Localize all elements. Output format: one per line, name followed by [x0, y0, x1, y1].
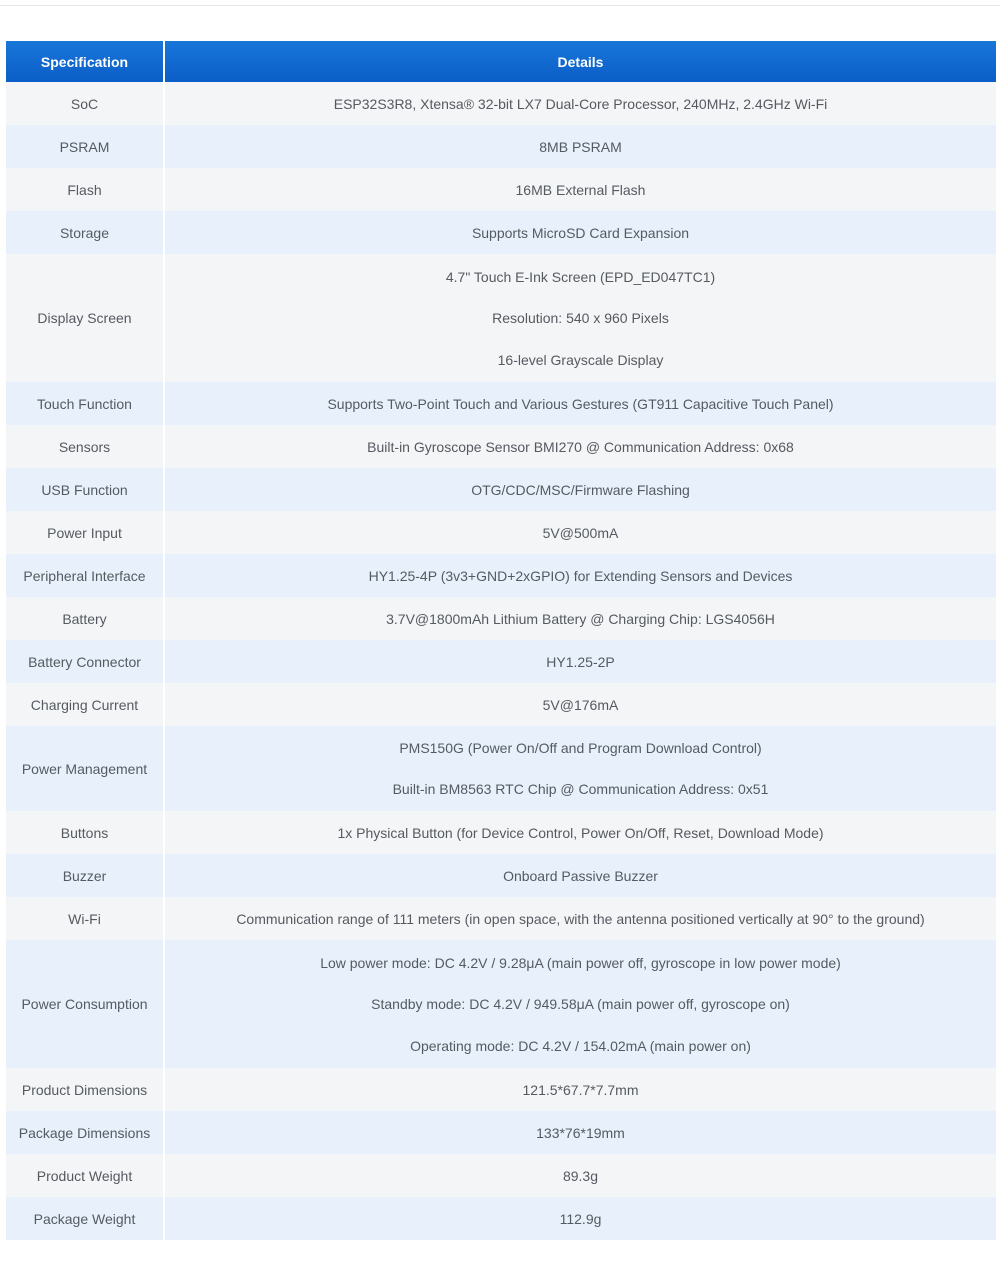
spec-table — [6, 41, 996, 1240]
spec-detail-line: Resolution: 540 x 960 Pixels — [492, 310, 669, 326]
table-row — [6, 125, 996, 168]
spec-detail-line: 121.5*67.7*7.7mm — [522, 1081, 639, 1098]
table-row — [6, 211, 996, 254]
spec-label-cell: Storage — [6, 211, 165, 254]
table-row — [6, 1068, 996, 1111]
table-row — [6, 940, 996, 1068]
spec-label-cell: Battery — [6, 597, 165, 640]
spec-label-cell: Product Dimensions — [6, 1068, 165, 1111]
column-header-specification: Specification — [6, 41, 165, 82]
spec-label-cell: Power Management — [6, 726, 165, 811]
spec-details-cell — [165, 211, 996, 254]
spec-label-cell: Display Screen — [6, 254, 165, 382]
spec-label-cell: PSRAM — [6, 125, 165, 168]
table-row — [6, 1154, 996, 1197]
table-row — [6, 511, 996, 554]
table-row — [6, 897, 996, 940]
spec-label-cell: Package Dimensions — [6, 1111, 165, 1154]
spec-details-cell — [165, 640, 996, 683]
table-row — [6, 382, 996, 425]
spec-details-cell — [165, 382, 996, 425]
spec-label-cell: Flash — [6, 168, 165, 211]
spec-detail-line: HY1.25-2P — [546, 653, 615, 670]
spec-label-cell: Product Weight — [6, 1154, 165, 1197]
spec-detail-line: Onboard Passive Buzzer — [503, 867, 658, 884]
table-row — [6, 82, 996, 125]
table-row — [6, 854, 996, 897]
table-row — [6, 640, 996, 683]
spec-details-cell — [165, 511, 996, 554]
spec-detail-line: ESP32S3R8, Xtensa® 32-bit LX7 Dual-Core Processor, 240MHz, 2.4GHz Wi-Fi — [333, 95, 828, 112]
spec-detail-line: 16MB External Flash — [515, 181, 646, 198]
table-row — [6, 811, 996, 854]
spec-detail-line: HY1.25-4P (3v3+GND+2xGPIO) for Extending Sensors and Devices — [368, 567, 793, 584]
spec-detail-line: 4.7" Touch E-Ink Screen (EPD_ED047TC1) — [445, 268, 716, 285]
table-row — [6, 683, 996, 726]
spec-detail-line: Built-in Gyroscope Sensor BMI270 @ Communication Address: 0x68 — [367, 438, 794, 455]
spec-details-cell — [165, 811, 996, 854]
spec-detail-line: 8MB PSRAM — [539, 138, 622, 155]
spec-detail-line: Supports Two-Point Touch and Various Gestures (GT911 Capacitive Touch Panel) — [327, 395, 834, 412]
table-row — [6, 1111, 996, 1154]
table-row — [6, 168, 996, 211]
table-row — [6, 425, 996, 468]
spec-details-cell — [165, 125, 996, 168]
table-row — [6, 254, 996, 382]
spec-detail-line: 16-level Grayscale Display — [497, 351, 664, 368]
spec-label-cell: Battery Connector — [6, 640, 165, 683]
spec-details-cell — [165, 82, 996, 125]
top-divider — [0, 5, 1000, 6]
spec-label-cell: Power Consumption — [6, 940, 165, 1068]
spec-detail-line: 112.9g — [559, 1210, 602, 1227]
spec-label-cell: SoC — [6, 82, 165, 125]
table-row — [6, 1197, 996, 1240]
spec-details-cell — [165, 726, 996, 811]
spec-details-cell — [165, 468, 996, 511]
spec-details-cell — [165, 597, 996, 640]
spec-label-cell: Power Input — [6, 511, 165, 554]
spec-detail-line: Communication range of 111 meters (in open space, with the antenna positioned vertically at 90° to the ground) — [236, 910, 925, 927]
spec-details-cell — [165, 1197, 996, 1240]
spec-detail-line: 1x Physical Button (for Device Control, Power On/Off, Reset, Download Mode) — [337, 824, 824, 841]
spec-details-cell — [165, 1154, 996, 1197]
spec-details-cell — [165, 168, 996, 211]
spec-label-cell: Buzzer — [6, 854, 165, 897]
table-header-row — [6, 41, 996, 82]
spec-label-cell: Peripheral Interface — [6, 554, 165, 597]
spec-detail-line: 5V@500mA — [542, 524, 619, 541]
spec-details-cell — [165, 254, 996, 382]
spec-detail-line: Operating mode: DC 4.2V / 154.02mA (main power on) — [410, 1037, 751, 1054]
spec-details-cell — [165, 425, 996, 468]
spec-detail-line: Standby mode: DC 4.2V / 949.58μA (main power off, gyroscope on) — [371, 996, 790, 1012]
table-row — [6, 554, 996, 597]
spec-label-cell: Buttons — [6, 811, 165, 854]
spec-details-cell — [165, 940, 996, 1068]
spec-details-cell — [165, 683, 996, 726]
spec-detail-line: PMS150G (Power On/Off and Program Download Control) — [399, 739, 762, 756]
spec-detail-line: Low power mode: DC 4.2V / 9.28μA (main power off, gyroscope in low power mode) — [320, 954, 841, 971]
spec-detail-line: Built-in BM8563 RTC Chip @ Communication Address: 0x51 — [392, 781, 769, 798]
spec-table-body — [6, 82, 996, 1240]
spec-label-cell: Charging Current — [6, 683, 165, 726]
spec-label-cell: Touch Function — [6, 382, 165, 425]
column-header-details: Details — [165, 41, 996, 82]
spec-detail-line: Supports MicroSD Card Expansion — [471, 224, 690, 241]
spec-details-cell — [165, 1068, 996, 1111]
spec-detail-line: 89.3g — [562, 1167, 599, 1184]
table-row — [6, 726, 996, 811]
spec-label-cell: Wi-Fi — [6, 897, 165, 940]
table-row — [6, 597, 996, 640]
spec-detail-line: 133*76*19mm — [536, 1124, 625, 1141]
spec-label-cell: Package Weight — [6, 1197, 165, 1240]
spec-detail-line: 5V@176mA — [542, 696, 619, 713]
spec-details-cell — [165, 854, 996, 897]
spec-label-cell: Sensors — [6, 425, 165, 468]
spec-label-cell: USB Function — [6, 468, 165, 511]
spec-details-cell — [165, 1111, 996, 1154]
spec-details-cell — [165, 897, 996, 940]
spec-details-cell — [165, 554, 996, 597]
spec-detail-line: OTG/CDC/MSC/Firmware Flashing — [471, 481, 690, 498]
spec-detail-line: 3.7V@1800mAh Lithium Battery @ Charging Chip: LGS4056H — [386, 610, 775, 627]
table-row — [6, 468, 996, 511]
